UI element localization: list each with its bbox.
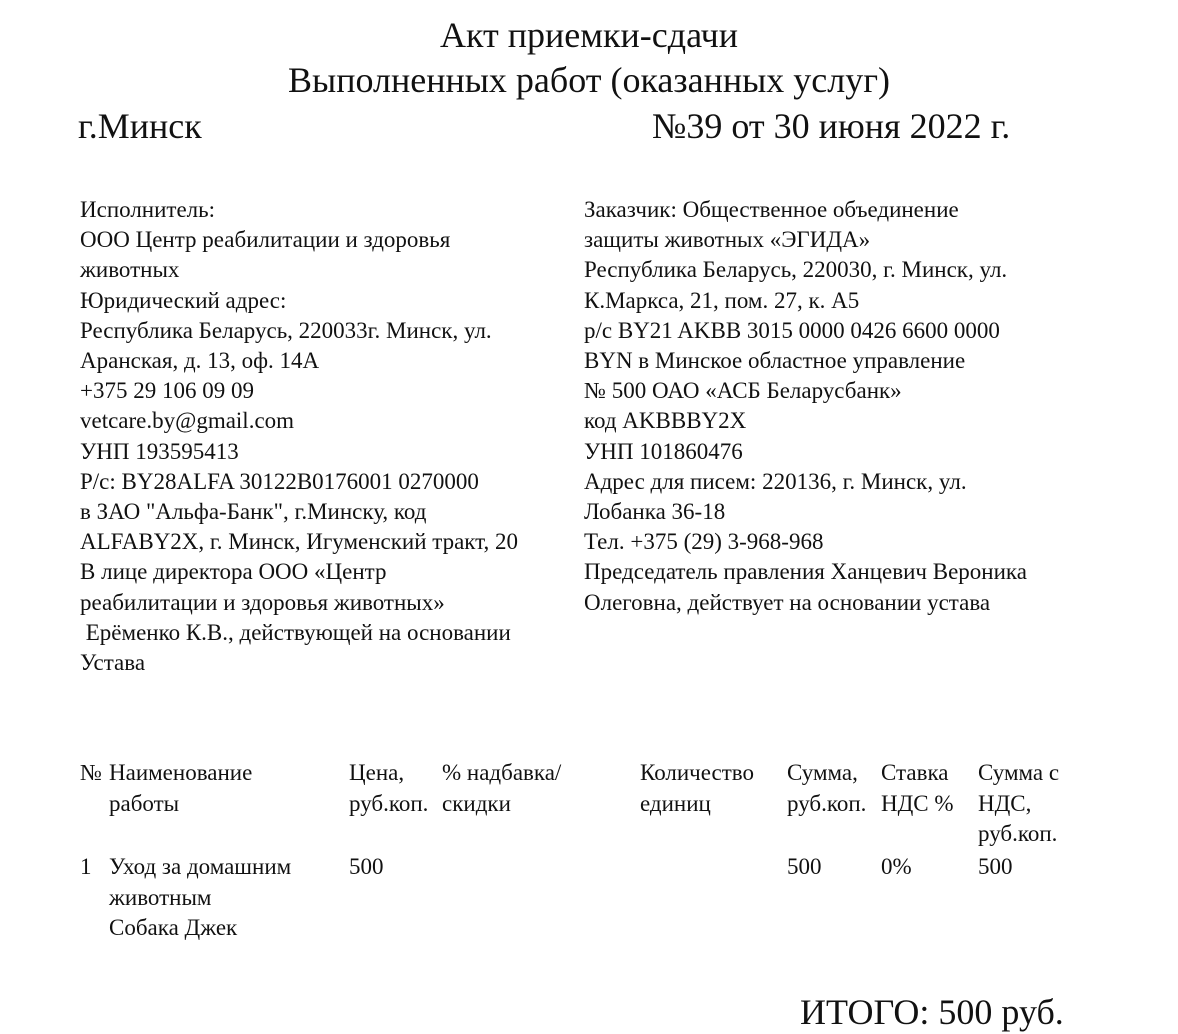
executor-line: Р/с: BY28ALFA 30122B0176001 0270000 [80,468,479,494]
executor-line: Республика Беларусь, 220033г. Минск, ул. [80,317,492,343]
customer-line: Заказчик: Общественное объединение [584,197,959,222]
header-text: НДС % [881,790,954,816]
table-header-discount [442,758,561,819]
customer-line: № 500 ОАО «АСБ Беларусбанк» [584,378,902,404]
document-title-line1: Акт приемки-сдачи [440,15,738,55]
header-text: % надбавка/ [442,760,562,785]
table-row-sum-vat: 500 [978,854,1013,879]
header-text: руб.коп. [978,821,1058,846]
customer-line: УНП 101860476 [584,438,743,464]
table-row-vat-rate: 0% [881,854,912,879]
header-text: работы [109,790,180,816]
table-header-vat-rate [881,758,954,819]
executor-line: Устава [80,650,146,676]
table-row-price: 500 [349,854,384,879]
customer-block [584,195,1027,618]
document-city: г.Минск [78,106,202,146]
header-text: № [80,760,102,785]
header-text: Сумма, [787,760,858,785]
row-name-line: Собака Джек [109,915,238,940]
header-text: единиц [640,790,711,816]
executor-line: в ЗАО "Альфа-Банк", г.Минску, код [80,499,427,525]
customer-line: Лобанка 36-18 [584,499,726,525]
header-text: скидки [442,790,511,816]
customer-line: код AKBBBY2X [584,408,747,434]
table-row-sum: 500 [787,854,822,879]
header-text: руб.коп. [787,790,867,816]
executor-line: Аранская, д. 13, оф. 14А [80,348,320,374]
table-header-sum-vat [978,758,1059,850]
table-header-name [109,758,252,819]
header-text: Количество [640,760,754,785]
customer-line: BYN в Минское областное управление [584,348,966,374]
document-number-date: №39 от 30 июня 2022 г. [652,106,1011,146]
executor-line: Ерёменко К.В., действующей на основании [80,619,511,645]
table-header-no [80,758,102,789]
table-header-sum [787,758,866,819]
header-text: Ставка [881,760,949,785]
executor-line: реабилитации и здоровья животных» [80,589,445,615]
executor-line: животных [80,257,180,283]
customer-line: Председатель правления Ханцевич Вероника [584,559,1027,585]
customer-line: Республика Беларусь, 220030, г. Минск, ул. [584,257,1008,283]
executor-line: ООО Центр реабилитации и здоровья [80,227,451,253]
header-text: Сумма с [978,760,1060,785]
executor-line: +375 29 106 09 09 [80,378,254,404]
row-name-line: Уход за домашним [109,854,292,879]
executor-block [80,195,518,678]
executor-line: УНП 193595413 [80,438,239,464]
executor-line: Юридический адрес: [80,287,287,313]
customer-line: защиты животных «ЭГИДА» [584,227,871,253]
header-text: НДС, [978,790,1032,816]
customer-line: Адрес для писем: 220136, г. Минск, ул. [584,468,967,494]
customer-line: р/с BY21 AKBB 3015 0000 0426 6600 0000 [584,317,1000,343]
executor-line: ALFABY2X, г. Минск, Игуменский тракт, 20 [80,529,518,555]
document-title-line2: Выполненных работ (оказанных услуг) [288,60,890,100]
table-header-quantity [640,758,754,819]
table-row-no: 1 [80,854,92,879]
header-text: руб.коп. [349,790,429,816]
table-header-price [349,758,428,819]
customer-line: Тел. +375 (29) 3-968-968 [584,529,824,555]
grand-total: ИТОГО: 500 руб. [800,992,1064,1032]
table-row-name [109,852,291,944]
executor-line: Исполнитель: [80,197,216,222]
customer-line: К.Маркса, 21, пом. 27, к. А5 [584,287,860,313]
customer-line: Олеговна, действует на основании устава [584,589,991,615]
executor-line: В лице директора ООО «Центр [80,559,387,585]
row-name-line: животным [109,884,212,910]
executor-line: vetcare.by@gmail.com [80,408,295,434]
header-text: Цена, [349,760,405,785]
header-text: Наименование [109,760,253,785]
